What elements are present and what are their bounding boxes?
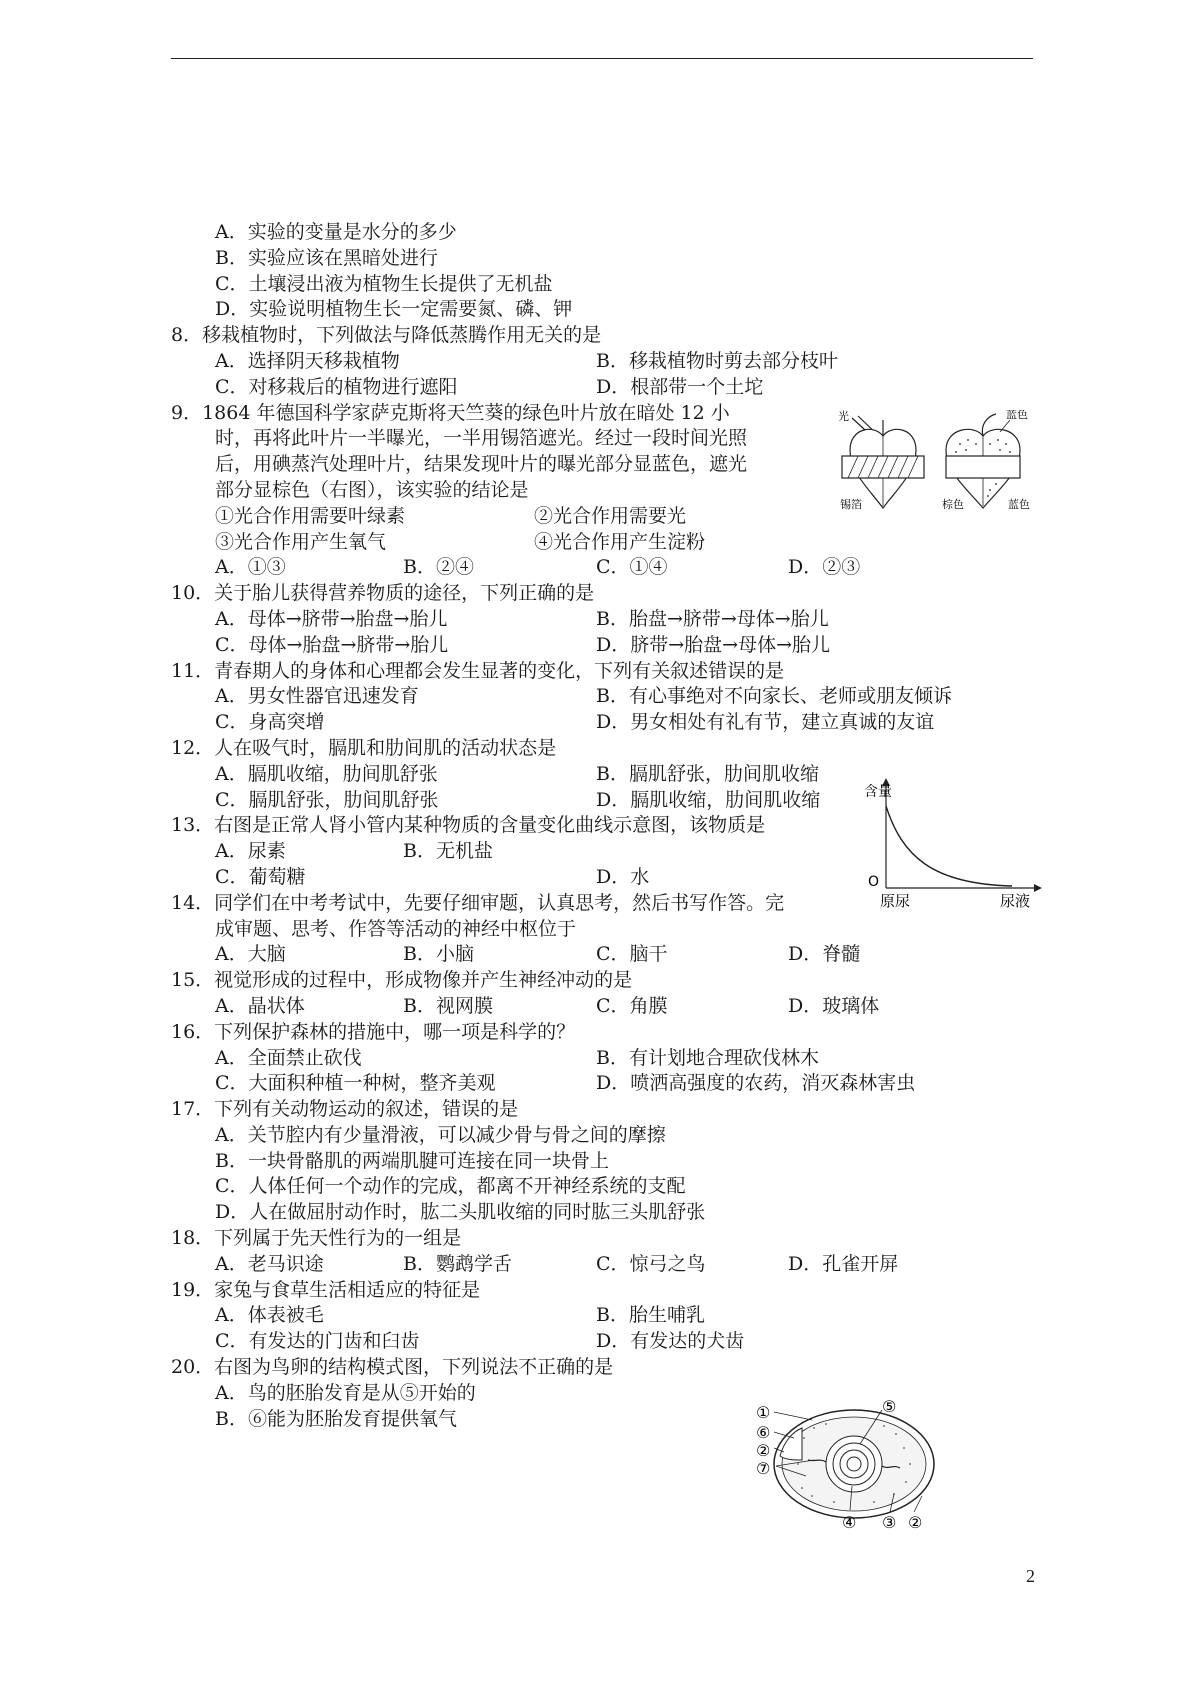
q17-option-a: A．关节腔内有少量滑液，可以减少骨与骨之间的摩擦 [215,1123,666,1146]
q13-option-b: B．无机盐 [403,840,493,863]
q9-statement-1: ①光合作用需要叶绿素 [215,504,406,527]
q9-statement-3: ③光合作用产生氧气 [215,530,387,553]
page-number: 2 [1026,1566,1035,1586]
q14-option-d: D．脊髓 [788,943,861,966]
q20-label-1: ① [756,1403,771,1422]
q20-option-a: A．鸟的胚胎发育是从⑤开始的 [215,1381,476,1404]
q8-stem: 8．移栽植物时，下列做法与降低蒸腾作用无关的是 [171,324,602,347]
q19-option-c: C．有发达的门齿和臼齿 [215,1330,420,1353]
q13-option-a: A．尿素 [215,840,286,863]
q7-option-d: D．实验说明植物生长一定需要氮、磷、钾 [215,298,573,321]
q8-options-row-2 [171,375,1051,401]
q17-option-b: B．一块骨骼肌的两端肌腱可连接在同一块骨上 [215,1149,609,1172]
q13-curve-figure [862,776,1046,910]
q9-stem-line-2: 时，再将此叶片一半曝光，一半用锡箔遮光。经过一段时间光照 [215,427,748,450]
q10-options-row-1 [171,607,1051,633]
q17-option-d: D．人在做屈肘动作时，肱二头肌收缩的同时肱三头肌舒张 [215,1201,706,1224]
q9-stem-line-1: 9．1864 年德国科学家萨克斯将天竺葵的绿色叶片放在暗处 12 小 [171,401,730,424]
q17-stem: 17．下列有关动物运动的叙述，错误的是 [171,1098,519,1121]
q14-option-b: B．小脑 [403,943,474,966]
q7-option-b: B．实验应该在黑暗处进行 [215,246,438,269]
q10-option-b: B．胎盘→脐带→母体→胎儿 [596,607,829,630]
q15-option-c: C．角膜 [596,994,668,1017]
q9-option-d: D．②③ [788,556,861,579]
q20-stem: 20．右图为鸟卵的结构模式图，下列说法不正确的是 [171,1356,614,1379]
q10-option-c: C．母体→胎盘→脐带→胎儿 [215,633,449,656]
q19-option-d: D．有发达的犬齿 [596,1330,745,1353]
q9-statement-2: ②光合作用需要光 [534,504,687,527]
q16-option-b: B．有计划地合理砍伐林木 [596,1046,819,1069]
q12-option-c: C．膈肌舒张，肋间肌舒张 [215,788,439,811]
q14-option-a: A．大脑 [215,943,286,966]
q15-option-d: D．玻璃体 [788,994,880,1017]
q8-option-d: D．根部带一个土坨 [596,375,764,398]
q12-option-d: D．膈肌收缩，肋间肌收缩 [596,788,821,811]
q14-option-c: C．脑干 [596,943,668,966]
q9-label-blue-bottom: 蓝色 [1008,498,1030,511]
q18-stem: 18．下列属于先天性行为的一组是 [171,1227,462,1250]
q13-stem: 13．右图是正常人肾小管内某种物质的含量变化曲线示意图，该物质是 [171,814,766,837]
q9-label-blue-top: 蓝色 [1006,410,1028,421]
q12-stem: 12．人在吸气时，膈肌和肋间肌的活动状态是 [171,736,557,759]
q15-options-row [171,994,1051,1020]
q8-option-c: C．对移栽后的植物进行遮阳 [215,375,458,398]
q8-option-a: A．选择阴天移栽植物 [215,349,400,372]
q20-label-5: ⑤ [882,1398,897,1416]
q13-option-d: D．水 [596,865,650,888]
q19-options-row-2 [171,1329,1051,1355]
q16-option-c: C．大面积种植一种树，整齐美观 [215,1072,496,1095]
header-rule [171,58,1033,59]
q9-statements-row-2 [171,530,1051,556]
q13-option-c: C．葡萄糖 [215,865,306,888]
q9-options-row [171,555,1051,581]
q13-y-label: 含量 [864,784,892,800]
q12-option-a: A．膈肌收缩，肋间肌舒张 [215,762,438,785]
q19-option-a: A．体表被毛 [215,1304,324,1327]
q14-options-row [171,942,1051,968]
q11-option-b: B．有心事绝对不向家长、老师或朋友倾诉 [596,685,952,708]
q16-options-row-2 [171,1071,1051,1097]
q11-options-row-2 [171,710,1051,736]
q19-option-b: B．胎生哺乳 [596,1304,705,1327]
q17-option-c: C．人体任何一个动作的完成，都离不开神经系统的支配 [215,1175,686,1198]
q19-options-row-1 [171,1303,1051,1329]
q10-stem: 10．关于胎儿获得营养物质的途径，下列正确的是 [171,582,595,605]
q11-option-c: C．身高突增 [215,711,325,734]
q10-options-row-2 [171,633,1051,659]
q18-option-d: D．孔雀开屏 [788,1252,899,1275]
q9-option-b: B．②④ [403,556,474,579]
q13-origin-label: O [868,874,880,890]
q20-label-6: ⑥ [756,1423,771,1442]
q16-stem: 16．下列保护森林的措施中，哪一项是科学的？ [171,1020,576,1043]
q11-option-d: D．男女相处有礼有节，建立真诚的友谊 [596,711,935,734]
q16-options-row-1 [171,1046,1051,1072]
q11-option-a: A．男女性器官迅速发育 [215,685,419,708]
q13-x-start-label: 原尿 [880,892,911,910]
q20-label-2-left: ② [756,1441,771,1460]
q15-stem: 15．视觉形成的过程中，形成物像并产生神经冲动的是 [171,969,633,992]
q16-option-a: A．全面禁止砍伐 [215,1046,362,1069]
q9-stem-line-3: 后，用碘蒸汽处理叶片，结果发现叶片的曝光部分显蓝色，遮光 [215,453,748,476]
q11-options-row-1 [171,684,1051,710]
q19-stem: 19．家兔与食草生活相适应的特征是 [171,1278,481,1301]
q9-leaf-figure [838,410,1036,520]
q18-option-b: B．鹦鹉学舌 [403,1252,512,1275]
q20-label-3: ③ [882,1513,897,1532]
q13-x-end-label: 尿液 [1000,892,1031,910]
q7-option-c: C．土壤浸出液为植物生长提供了无机盐 [215,272,553,295]
q18-option-a: A．老马识途 [215,1252,324,1275]
q9-option-a: A．①③ [215,556,286,579]
q16-option-d: D．喷洒高强度的农药，消灭森林害虫 [596,1072,916,1095]
q15-option-b: B．视网膜 [403,994,493,1017]
q8-option-b: B．移栽植物时剪去部分枝叶 [596,349,838,372]
q10-option-d: D．脐带→胎盘→母体→胎儿 [596,633,830,656]
q11-stem: 11．青春期人的身体和心理都会发生显著的变化，下列有关叙述错误的是 [171,659,785,682]
q10-option-a: A．母体→脐带→胎盘→胎儿 [215,607,448,630]
q7-option-a: A．实验的变量是水分的多少 [215,221,457,243]
q18-option-c: C．惊弓之鸟 [596,1252,706,1275]
q20-option-b: B．⑥能为胚胎发育提供氧气 [215,1407,457,1430]
q12-option-b: B．膈肌舒张，肋间肌收缩 [596,762,819,785]
q9-label-light: 光 [838,410,849,423]
q9-statement-4: ④光合作用产生淀粉 [534,530,706,553]
q8-options-row-1 [171,349,1051,375]
q9-label-brown: 棕色 [942,498,964,511]
q14-stem-line-2: 成审题、思考、作答等活动的神经中枢位于 [215,917,577,940]
q20-label-4: ④ [842,1513,857,1532]
q9-label-foil: 锡箔 [840,498,862,511]
q14-stem-line-1: 14．同学们在中考考试中，先要仔细审题，认真思考，然后书写作答。完 [171,891,785,914]
q20-label-2-right: ② [908,1513,923,1532]
q20-egg-figure [754,1398,940,1538]
q20-label-7: ⑦ [756,1459,771,1478]
q9-option-c: C．①④ [596,556,668,579]
q9-stem-line-4: 部分显棕色（右图），该实验的结论是 [215,478,529,501]
q18-options-row [171,1252,1051,1278]
q15-option-a: A．晶状体 [215,994,305,1017]
